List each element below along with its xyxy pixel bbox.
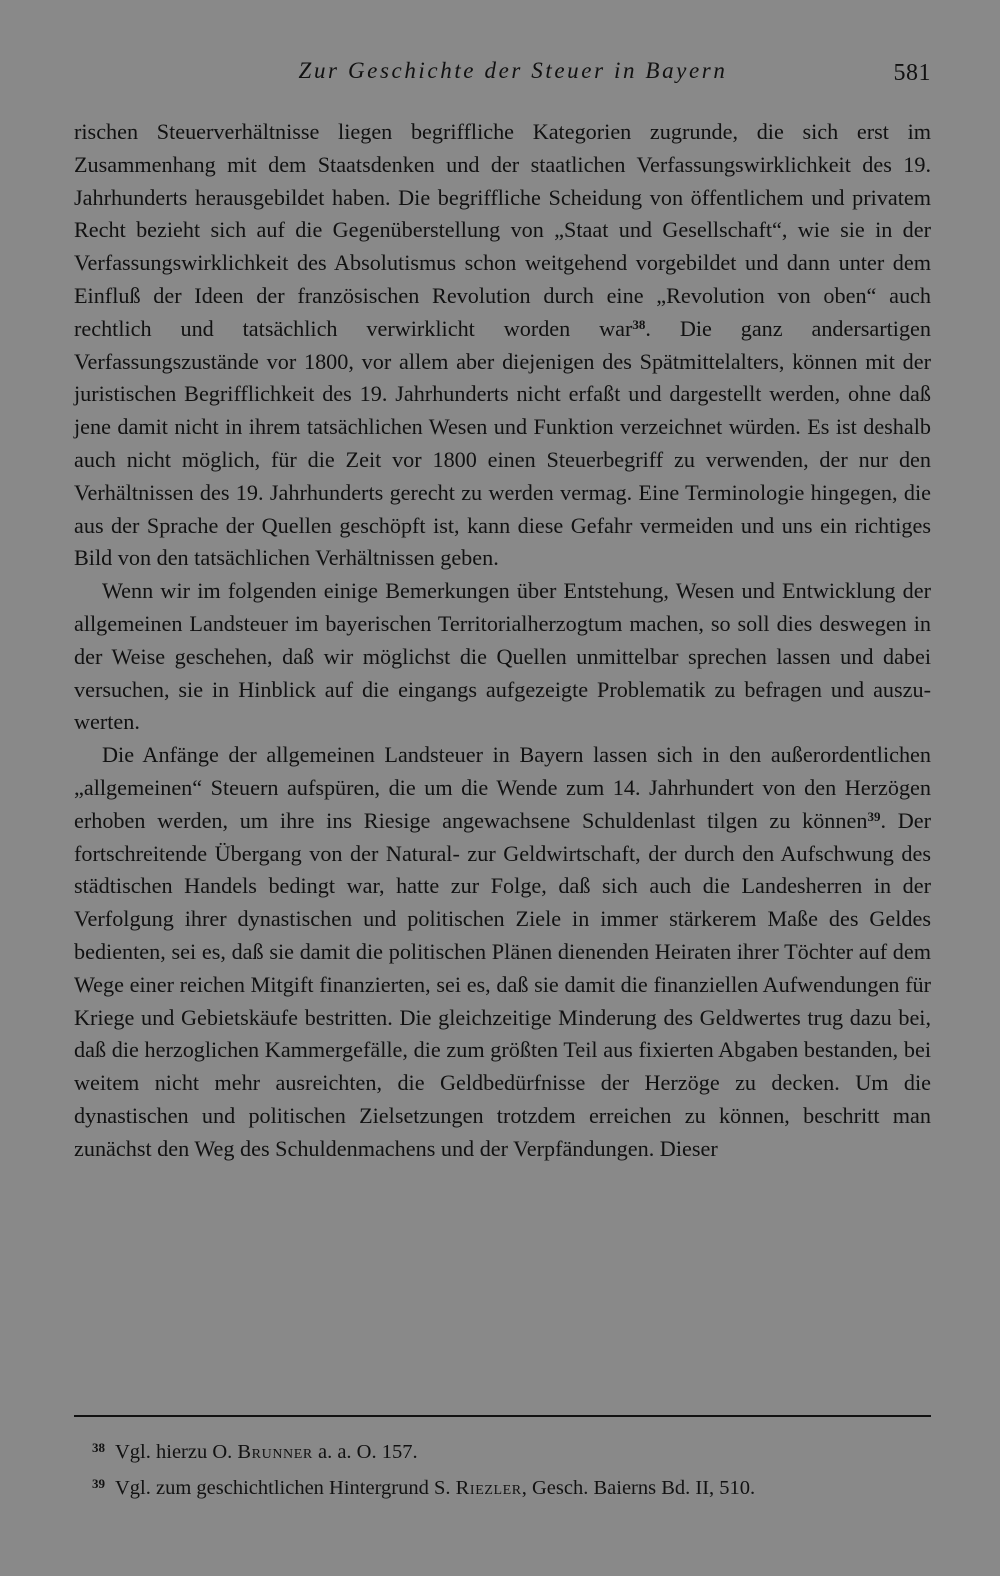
paragraph-text: Wenn wir im folgenden einige Bemerkungen über Entstehung, Wesen und Entwicklung der allgemeinen Landsteuer im bayerischen Territorialherzogtum machen, so soll dies deswegen in der Weise geschehen, daß wir möglichst die Quellen unmittelbar sprechen lassen und dabei versuchen, sie in Hinblick auf die eingangs aufgezeigte Problematik zu befragen und auszuwerten. (74, 578, 931, 735)
footnote-author: Brunner (237, 1441, 313, 1463)
paragraph-text: . Die ganz andersartigen Verfassungszustände vor 1800, vor allem aber diejenigen des Spätmittelalters, können mit der juristischen Begrifflichkeit des 19. Jahrhunderts nicht erfaßt und dargestellt werden, ohne daß jene damit nicht in ihrem tatsächlichen Wesen und Funktion verzeichnet würden. Es ist deshalb auch nicht möglich, für die Zeit vor 1800 einen Steuerbegriff zu verwenden, der nur den Verhältnissen des 19. Jahrhunderts gerecht zu werden vermag. Eine Terminologie hingegen, die aus der Sprache der Quellen geschöpft ist, kann diese Gefahr vermeiden und uns ein richtiges Bild von den tatsächlichen Verhältnissen geben. (74, 315, 931, 571)
footnote-text: Vgl. zum geschichtlichen Hintergrund S. (115, 1477, 456, 1499)
footnote-text: a. a. O. 157. (312, 1441, 418, 1463)
footnotes (74, 1432, 931, 1504)
footnote-divider (74, 1415, 931, 1417)
footnote-text: , Gesch. Baierns Bd. II, 510. (521, 1477, 756, 1499)
footnote-text: Vgl. hierzu O. (115, 1441, 238, 1463)
footnote-reference: 39 (867, 808, 881, 824)
paragraph-text: Die Anfänge der allgemeinen Landsteuer in Bayern lassen sich in den außerordentlichen „allgemeinen“ Steuern aufspüren, die um die Wende zum 14. Jahrhundert von den Herzögen erhoben werden, um ihre ins Riesige angewachsene Schuldenlast tilgen zu können (74, 742, 931, 833)
footnote-author: Riezler (455, 1477, 522, 1499)
paragraph (74, 739, 931, 1165)
paragraph-text: rischen Steuerverhältnisse liegen begriffliche Kategorien zugrunde, die sich erst im Zusammenhang mit dem Staatsdenken und der staatlichen Verfassungswirklichkeit des 19. Jahrhunderts herausgebildet haben. Die begriffliche Scheidung von öffentlichem und privatem Recht bezieht sich auf die Gegenüberstellung von „Staat und Gesellschaft“, wie sie in der Verfassungswirklichkeit des Absolutismus schon weitgehend vorgebildet und dann unter dem Einfluß der Ideen der französischen Revolution durch eine „Revolution von oben“ auch rechtlich und tatsächlich verwirklicht worden war (74, 119, 931, 341)
page-number: 581 (893, 60, 931, 86)
footnote-reference: 38 (632, 316, 646, 332)
running-header (74, 54, 931, 94)
footnote-number: 38 (92, 1440, 105, 1455)
footnote-number: 39 (92, 1476, 105, 1491)
footnote (74, 1432, 931, 1468)
running-title: Zur Geschichte der Steuer in Bayern (298, 58, 728, 83)
footnote (74, 1468, 931, 1504)
book-page (74, 0, 931, 1576)
paragraph (74, 575, 931, 739)
paragraph (74, 116, 931, 575)
body-text (74, 116, 931, 1166)
paragraph-text: . Der fortschreitende Übergang von der Natural- zur Geldwirtschaft, der durch den Aufschwung des städtischen Handels bedingt war, hatte zur Folge, daß sich auch die Landesherren in der Verfolgung ihrer dynastischen und politischen Ziele in immer stärkerem Maße des Geldes bedienten, sei es, daß sie damit die politischen Plänen dienenden Heiraten ihrer Töchter auf dem Wege einer reichen Mitgift finanzierten, sei es, daß sie damit die finanziellen Aufwendungen für Kriege und Gebietskäufe bestritten. Die gleichzeitige Minderung des Geldwertes trug dazu bei, daß die herzoglichen Kammergefälle, die zum größten Teil aus fixierten Abgaben bestanden, bei weitem nicht mehr ausreichten, die Geldbedürfnisse der Herzöge zu decken. Um die dynastischen und politischen Zielsetzungen trotzdem erreichen zu können, beschritt man zunächst den Weg des Schuldenmachens und der Verpfändungen. Dieser (74, 807, 931, 1161)
